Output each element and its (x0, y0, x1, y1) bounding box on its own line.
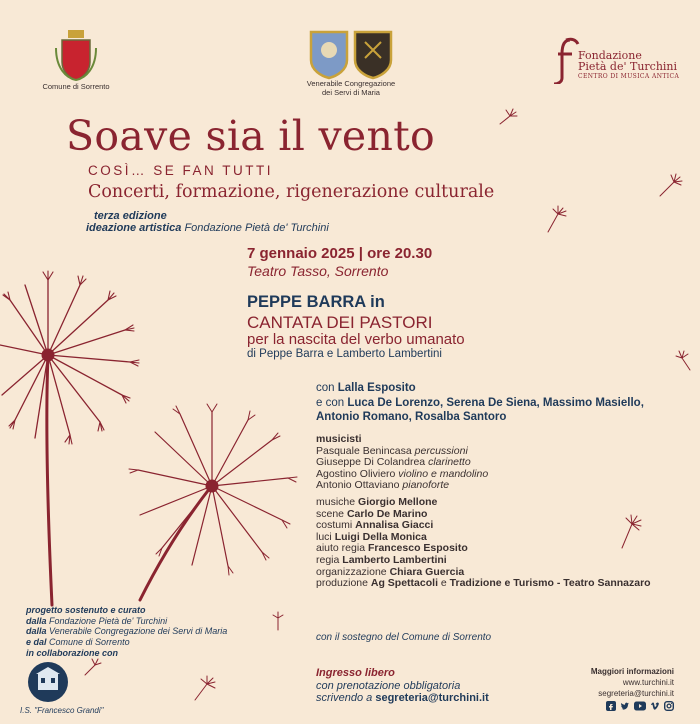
event-separator: | (358, 245, 363, 262)
support-line-2 (26, 616, 227, 627)
fondazione-label-2: Pietà de' Turchini (578, 60, 678, 73)
support-line-3 (26, 626, 227, 637)
facebook-icon[interactable] (606, 701, 616, 711)
info-heading: Maggiori informazioni (590, 667, 674, 676)
cast-prefix-1: con (316, 382, 335, 394)
credit-role: costumi (316, 519, 353, 532)
musician-name: Pasquale Benincasa (316, 444, 412, 457)
grandi-label: I.S. "Francesco Grandi" (20, 706, 104, 715)
musician-name: Antonio Ottaviano (316, 479, 400, 492)
twitter-icon[interactable] (620, 701, 630, 711)
credit-name: Chiara Guercia (389, 565, 465, 578)
fondazione-f-icon (552, 36, 580, 84)
musician-role: clarinetto (428, 456, 471, 469)
production-joiner: e (440, 577, 447, 590)
show-subtitle: per la nascita del verbo umanato (247, 331, 465, 348)
logo-comune-sorrento (36, 28, 116, 91)
ingresso-libero: Ingresso libero (316, 667, 395, 679)
support-line-3-value: Venerabile Congregazione dei Servi di Maria (49, 626, 228, 636)
cast-line-2 (316, 396, 644, 411)
credit-name: Lamberto Lambertini (342, 553, 447, 566)
credit-role: musiche (316, 496, 356, 508)
info-email-link[interactable]: segreteria@turchini.it (598, 689, 674, 698)
musician-role: pianoforte (402, 479, 450, 492)
info-block (554, 666, 674, 711)
credit-name: Francesco Esposito (367, 542, 468, 555)
vimeo-icon[interactable] (650, 701, 660, 711)
production (316, 578, 651, 590)
musician-role: percussioni (414, 444, 468, 457)
prenotazione: con prenotazione obbligatoria (316, 680, 461, 692)
cast-line-1 (316, 381, 644, 396)
ticket-email-link[interactable]: segreteria@turchini.it (375, 692, 489, 704)
production-name-2: Tradizione e Turismo - Teatro Sannazaro (449, 577, 651, 590)
sostegno: con il sostegno del Comune di Sorrento (316, 632, 492, 643)
congregazione-label-2: dei Servi di Maria (322, 87, 380, 97)
grandi-school-logo-icon (26, 660, 70, 704)
support-line-4 (26, 637, 227, 648)
credit-role: regia (316, 553, 340, 566)
event-time: ore 20.30 (367, 245, 433, 262)
musicians-heading: musicisti (316, 433, 362, 445)
credit-name: Luigi Della Monica (334, 530, 427, 543)
collab-label: in collaborazione con (26, 648, 119, 658)
instagram-icon[interactable] (664, 701, 674, 711)
musician-name: Giuseppe Di Colandrea (316, 456, 426, 469)
sorrento-label: Comune di Sorrento (42, 82, 110, 91)
cast-prefix-2: e con (316, 396, 345, 409)
dandelion-large-icon (0, 271, 139, 605)
event-date-time (247, 245, 432, 263)
credit-name: Annalisa Giacci (355, 519, 434, 532)
credit-name: Giorgio Mellone (358, 496, 438, 508)
ideazione-label: ideazione artistica (86, 222, 182, 234)
support-line-1: progetto sostenuto e curato (26, 605, 146, 615)
cast-name-1: Lalla Esposito (337, 382, 416, 394)
fondazione-label-3: CENTRO DI MUSICA ANTICA (578, 73, 680, 80)
credit-role: scene (316, 507, 345, 520)
show-title: CANTATA DEI PASTORI (247, 313, 433, 332)
scrivendo (316, 692, 489, 705)
show-authors: di Peppe Barra e Lamberto Lambertini (247, 348, 442, 360)
social-icons (554, 701, 674, 711)
ideazione-value: Fondazione Pietà de' Turchini (184, 222, 329, 234)
support-line-4-value: Comune di Sorrento (49, 636, 130, 647)
credits (316, 497, 651, 590)
fondazione-label-1: Fondazione (578, 49, 642, 62)
production-role: produzione (316, 577, 368, 590)
dandelion-medium-icon (129, 404, 297, 600)
ideazione (86, 222, 329, 234)
musician-item (316, 480, 488, 492)
event-venue: Teatro Tasso, Sorrento (247, 263, 389, 279)
sorrento-crest-icon (54, 28, 98, 82)
musicians (316, 434, 488, 492)
musician-role: violino e mandolino (398, 467, 489, 480)
page-title: Soave sia il vento (66, 112, 435, 160)
event-date: 7 gennaio 2025 (247, 245, 355, 262)
credit-role: organizzazione (316, 565, 387, 578)
congregazione-shields-icon (305, 28, 397, 80)
credit-name: Carlo De Marino (346, 507, 428, 520)
congregazione-label-1: Venerabile Congregazione (306, 79, 396, 88)
logo-congregazione (296, 28, 406, 97)
musician-name: Agostino Oliviero (316, 467, 396, 480)
production-name-1: Ag Spettacoli (370, 577, 438, 590)
credit-role: aiuto regia (316, 542, 366, 555)
performer: PEPPE BARRA in (247, 293, 385, 311)
youtube-icon[interactable] (634, 701, 646, 711)
cast-line-3: Antonio Romano, Rosalba Santoro (316, 411, 507, 423)
support-line-2-label: dalla (26, 615, 47, 626)
info-website-link[interactable]: www.turchini.it (622, 678, 674, 687)
tagline: Concerti, formazione, rigenerazione culturale (88, 182, 495, 202)
cast (316, 381, 644, 425)
support-block (26, 605, 227, 647)
support-line-4-label: e dal (26, 636, 47, 647)
cast-names-2: Luca De Lorenzo, Serena De Siena, Massimo Masiello, (347, 396, 644, 409)
support-line-3-label: dalla (26, 626, 47, 636)
support-line-2-value: Fondazione Pietà de' Turchini (49, 615, 168, 626)
subtitle: COSÌ… SE FAN TUTTI (88, 163, 274, 178)
edition: terza edizione (94, 210, 167, 222)
scrivendo-label: scrivendo a (316, 692, 373, 704)
credit-role: luci (316, 530, 332, 543)
